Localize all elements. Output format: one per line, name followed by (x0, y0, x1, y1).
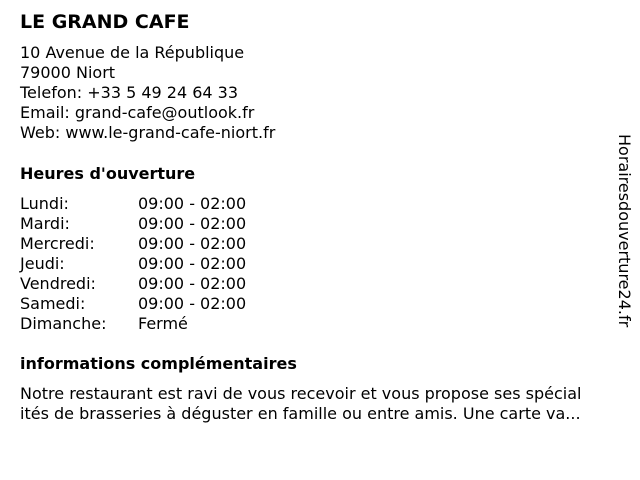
hours-row-mercredi (20, 234, 246, 254)
day-label: Samedi: (20, 294, 86, 313)
website: Web: www.le-grand-cafe-niort.fr (20, 123, 276, 142)
contact-block (20, 43, 275, 143)
address-city: 79000 Niort (20, 63, 116, 82)
day-label: Lundi: (20, 194, 69, 213)
day-label: Vendredi: (20, 274, 96, 293)
description-line: ités de brasseries à déguster en famille ou entre amis. Une carte va... (20, 404, 581, 423)
day-label: Mardi: (20, 214, 70, 233)
day-hours: 09:00 - 02:00 (138, 274, 247, 293)
day-label: Dimanche: (20, 314, 107, 333)
watermark-text: Horairesdouverture24.fr (615, 134, 634, 328)
description-line: Notre restaurant est ravi de vous recevoir et vous propose ses spécial (20, 384, 582, 403)
info-heading: informations complémentaires (20, 354, 297, 373)
day-hours: 09:00 - 02:00 (138, 294, 247, 313)
phone-number: Telefon: +33 5 49 24 64 33 (20, 83, 239, 102)
business-name: LE GRAND CAFE (20, 11, 190, 33)
hours-row-dimanche (20, 314, 246, 334)
address-street: 10 Avenue de la République (20, 43, 245, 62)
day-hours: 09:00 - 02:00 (138, 214, 247, 233)
description-text (20, 384, 630, 424)
hours-row-vendredi (20, 274, 246, 294)
day-hours: Fermé (138, 314, 188, 333)
day-hours: 09:00 - 02:00 (138, 254, 247, 273)
day-hours: 09:00 - 02:00 (138, 194, 247, 213)
day-label: Jeudi: (20, 254, 65, 273)
hours-row-lundi (20, 194, 246, 214)
hours-row-samedi (20, 294, 246, 314)
day-label: Mercredi: (20, 234, 95, 253)
email-address: Email: grand-cafe@outlook.fr (20, 103, 255, 122)
hours-heading: Heures d'ouverture (20, 164, 196, 183)
hours-row-mardi (20, 214, 246, 234)
day-hours: 09:00 - 02:00 (138, 234, 247, 253)
hours-row-jeudi (20, 254, 246, 274)
opening-hours-list (20, 194, 246, 334)
